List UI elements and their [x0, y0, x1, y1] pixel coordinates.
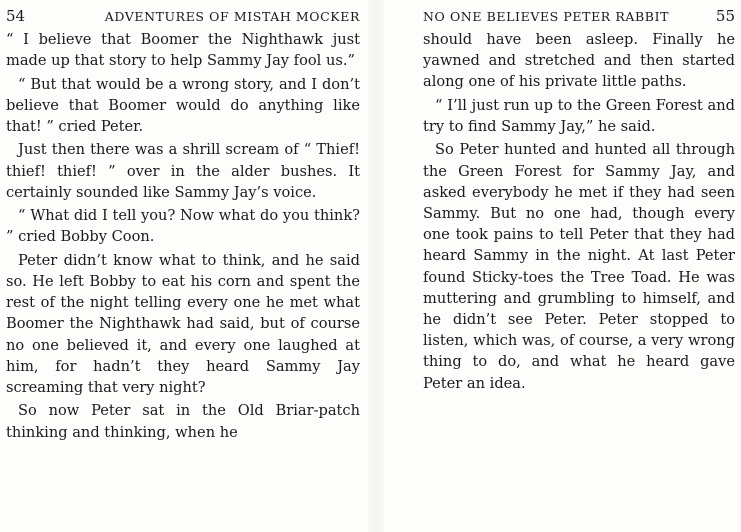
left-page — [0, 0, 370, 532]
right-page — [383, 0, 741, 532]
book-gutter — [368, 0, 384, 532]
left-running-head — [6, 4, 360, 28]
left-header-title: ADVENTURES OF MISTAH MOCKER — [104, 9, 360, 24]
paragraph: Just then there was a shrill scream of “ Thief! thief! thief! ” over in the alder bushes. It certainly sounded like Sammy Jay’s voice. — [6, 141, 360, 201]
right-body-text — [423, 29, 735, 394]
paragraph: “ But that would be a wrong story, and I don’t believe that Boomer would do anything like that! ” cried Peter. — [6, 75, 360, 135]
left-page-number: 54 — [6, 7, 26, 25]
right-page-number: 55 — [715, 7, 735, 25]
paragraph: should have been asleep. Finally he yawned and stretched and then started along one of his private little paths. — [423, 31, 735, 91]
right-running-head — [423, 4, 735, 28]
paragraph: So Peter hunted and hunted all through the Green Forest for Sammy Jay, and asked everybody he met if they had seen Sammy. But no one had, though every one took pains to tell Peter that they had heard Sammy in the night. At last Peter found Sticky-toes the Tree Toad. He was muttering and grumbling to himself, and he didn’t see Peter. Peter stopped to listen, which was, of course, a very wrong thing to do, and what he heard gave Peter an idea. — [423, 141, 735, 392]
paragraph: “ What did I tell you? Now what do you think? ” cried Bobby Coon. — [6, 207, 360, 246]
left-body-text — [6, 29, 360, 443]
paragraph: So now Peter sat in the Old Briar-patch thinking and thinking, when he — [6, 402, 360, 441]
paragraph: “ I believe that Boomer the Nighthawk just made up that story to help Sammy Jay fool us.” — [6, 31, 360, 70]
paragraph: Peter didn’t know what to think, and he said so. He left Bobby to eat his corn and spent the rest of the night telling every one he met what Boomer the Nighthawk had said, but of course no one believed it, and every one laughed at him, for hadn’t they heard Sammy Jay screaming that very night? — [6, 251, 360, 396]
paragraph: “ I’ll just run up to the Green Forest and try to find Sammy Jay,” he said. — [423, 96, 735, 135]
right-header-title: NO ONE BELIEVES PETER RABBIT — [423, 9, 670, 24]
